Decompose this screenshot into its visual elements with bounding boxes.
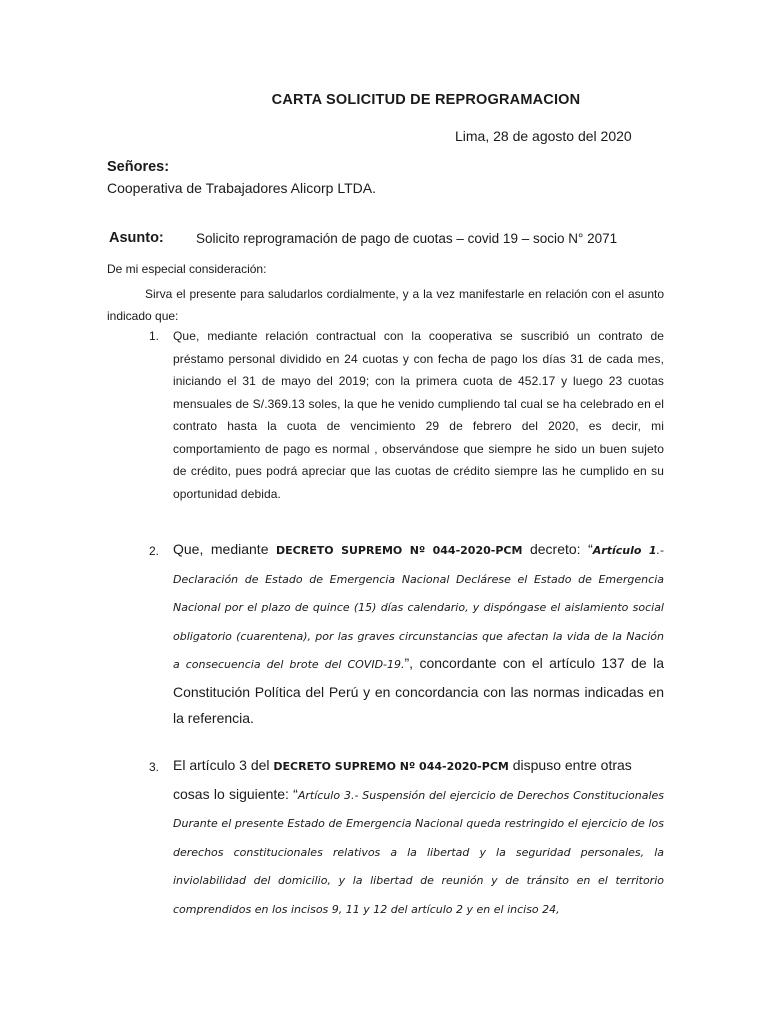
decree-reference: DECRETO SUPREMO Nº 044-2020-PCM bbox=[273, 760, 509, 773]
item-lead-text: El artículo 3 del bbox=[173, 757, 274, 773]
article-quote: Artículo 3.- Suspensión del ejercicio de Derechos Constitucionales Durante el presente Estado de Emergencia Nacional queda restringido el ejercicio de los derechos constitucionales relativos a la libertad y la seguridad personales, la inviolabilidad del domicilio, y la libertad de reunión y de tránsito en el territorio comprendidos en los incisos 9, 11 y 12 del artículo 2 y en el inciso 24, bbox=[173, 788, 665, 916]
list-item-number: 3. bbox=[149, 760, 160, 774]
letter-title: CARTA SOLICITUD DE REPROGRAMACION bbox=[271, 92, 581, 108]
letter-date: Lima, 28 de agosto del 2020 bbox=[455, 128, 632, 144]
article-quote: .- Declaración de Estado de Emergencia Nacional Declárese el Estado de Emergencia Nacional por el plazo de quince (15) días calendario, y dispóngase el aislamiento social obligatorio (cuarentena), por las graves circunstancias que afectan la vida de la Nación a consecuencia del brote del COVID-19. bbox=[173, 544, 664, 671]
list-item-body bbox=[173, 781, 664, 924]
list-item-3 bbox=[107, 752, 664, 923]
recipient-header: Señores: bbox=[107, 159, 170, 175]
item-mid-text: decreto: “ bbox=[522, 541, 593, 557]
intro-paragraph: Sirva el presente para saludarlos cordialmente, y a la vez manifestarle en relación con el asunto indicado que: bbox=[107, 287, 664, 323]
item-mid-text: dispuso entre otras bbox=[508, 757, 632, 773]
decree-reference: DECRETO SUPREMO Nº 044-2020-PCM bbox=[276, 544, 523, 557]
greeting: De mi especial consideración: bbox=[107, 262, 267, 276]
item-lead-text: Que, mediante bbox=[173, 541, 277, 557]
recipient-name: Cooperativa de Trabajadores Alicorp LTDA. bbox=[107, 180, 376, 196]
list-item-text: Que, mediante relación contractual con la cooperativa se suscribió un contrato de préstamo personal dividido en 24 cuotas y con fecha de pago los días 31 de cada mes, iniciando el 31 de mayo del 2019; con la primera cuota de 452.17 y luego 23 cuotas mensuales de S/.369.13 soles, la que he venido cumpliendo tal cual se ha celebrado en el contrato hasta la cuota de vencimiento 29 de febrero del 2020, es decir, mi comportamiento de pago es normal , observándose que siempre he sido un buen sujeto de crédito, pues podrá apreciar que las cuotas de crédito siempre las he cumplido en su oportunidad debida. bbox=[173, 329, 664, 501]
list-item-number: 1. bbox=[149, 329, 160, 343]
list-item-2 bbox=[107, 536, 664, 732]
subject-label: Asunto: bbox=[109, 230, 164, 246]
list-item-1 bbox=[107, 325, 664, 505]
article-title: Artículo 1 bbox=[592, 544, 657, 557]
item-line2-lead: cosas lo siguiente: “ bbox=[173, 785, 298, 802]
list-item-number: 2. bbox=[149, 544, 160, 558]
subject-text: Solicito reprogramación de pago de cuotas – covid 19 – socio N° 2071 bbox=[196, 231, 618, 246]
list-item-first-line bbox=[173, 752, 664, 781]
list-item-body bbox=[173, 536, 664, 732]
item-tail-text: ”, concordante con el artículo 137 de la Constitución Política del Perú y en concordancia con las normas indicadas en la referencia. bbox=[173, 655, 665, 726]
